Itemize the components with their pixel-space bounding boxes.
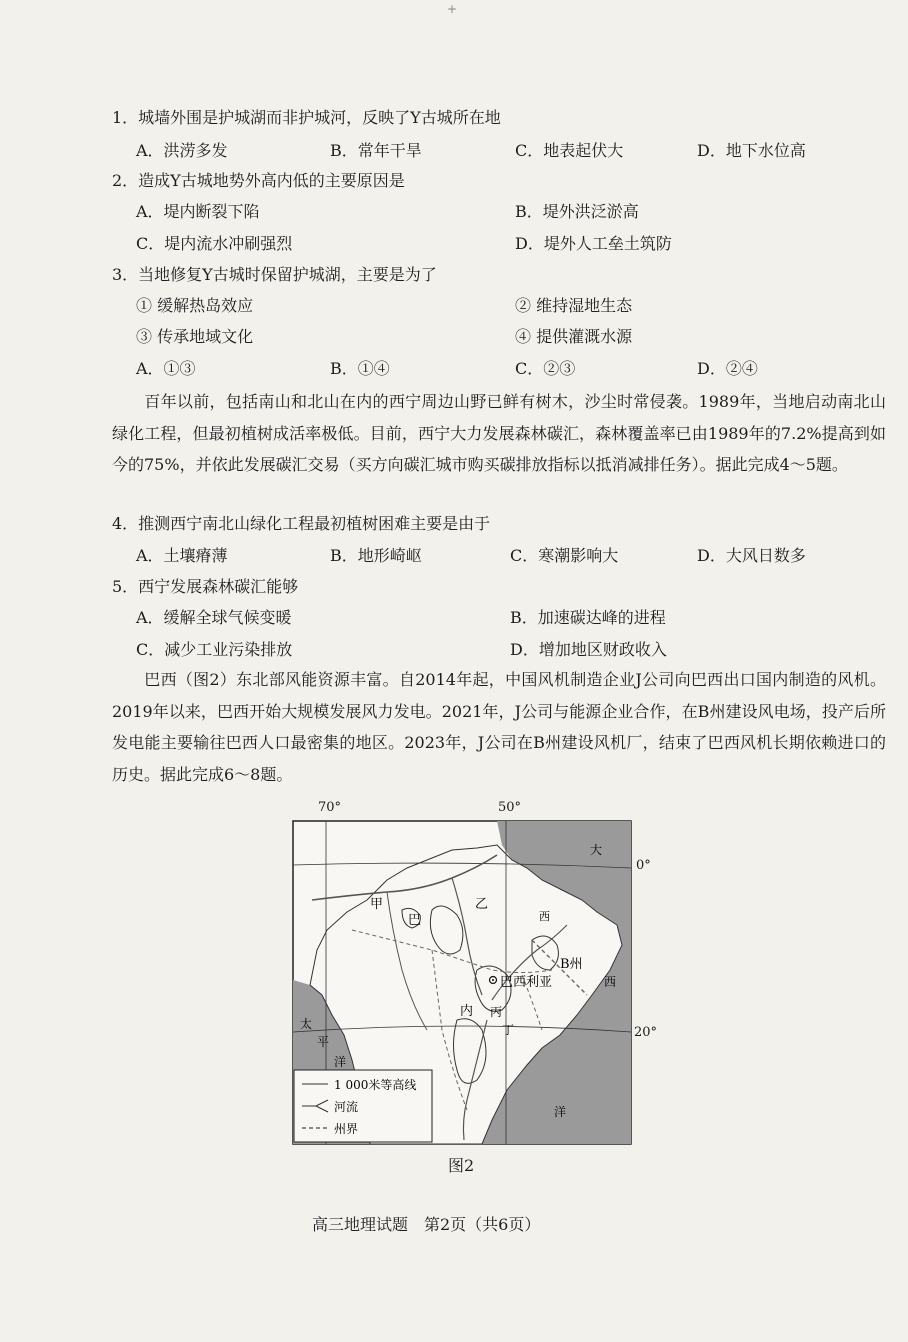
label-ocean-da: 大 xyxy=(590,843,603,857)
question-3-option-c: C．②③ xyxy=(515,359,576,378)
question-4-option-a: A．土壤瘠薄 xyxy=(136,546,228,565)
passage-xining-text: 百年以前，包括南山和北山在内的西宁周边山野已鲜有树木，沙尘时常侵袭。1989年，当地启动南北山绿化工程，但最初植树成活率极低。目前，西宁大力发展森林碳汇，森林覆盖率已由1989年的7.2%提高到如今的75%，并依此发展碳汇交易（买方向碳汇城市购买碳排放指标以抵消减排任务）。据此完成4～5题。 xyxy=(112,392,886,474)
brazil-map-figure xyxy=(292,820,632,1145)
question-5-option-b: B．加速碳达峰的进程 xyxy=(510,608,666,627)
label-ding: 丁 xyxy=(502,1023,515,1037)
label-jia: 甲 xyxy=(370,897,384,912)
question-1-stem: 1．城墙外围是护城湖而非护城河，反映了Y古城所在地 xyxy=(112,108,501,127)
figure-caption: 图2 xyxy=(448,1156,475,1175)
label-ba: 巴 xyxy=(408,913,422,928)
question-5-option-c: C．减少工业污染排放 xyxy=(136,640,293,659)
passage-brazil xyxy=(112,664,886,790)
legend-contour-label: 1 000米等高线 xyxy=(334,1078,417,1092)
question-4-option-c: C．寒潮影响大 xyxy=(510,546,619,565)
label-bing: 丙 xyxy=(490,1005,503,1019)
question-3-option-a: A．①③ xyxy=(136,359,196,378)
question-1-option-d: D．地下水位高 xyxy=(697,141,806,160)
label-ocean-yang: 洋 xyxy=(554,1105,567,1119)
label-brasilia: 巴西利亚 xyxy=(500,975,553,990)
legend-boundary-label: 州界 xyxy=(334,1122,359,1136)
legend-river-label: 河流 xyxy=(334,1100,359,1114)
lon-label-70: 70° xyxy=(318,800,342,815)
lat-label-20: 20° xyxy=(634,1025,658,1040)
question-3-stem: 3．当地修复Y古城时保留护城湖，主要是为了 xyxy=(112,265,437,284)
question-2-option-a: A．堤内断裂下陷 xyxy=(136,202,260,221)
question-1-option-a: A．洪涝多发 xyxy=(136,141,228,160)
question-5-option-d: D．增加地区财政收入 xyxy=(510,640,667,659)
question-1-option-c: C．地表起伏大 xyxy=(515,141,624,160)
label-nei: 内 xyxy=(460,1004,474,1019)
top-binding-mark: + xyxy=(447,2,458,16)
label-b-state: B州 xyxy=(560,957,583,972)
label-yi: 乙 xyxy=(475,897,489,912)
passage-xining xyxy=(112,386,886,481)
question-3-statement-3: ③ 传承地域文化 xyxy=(136,327,254,346)
question-2-stem: 2．造成Y古城地势外高内低的主要原因是 xyxy=(112,171,405,190)
question-4-option-d: D．大风日数多 xyxy=(697,546,806,565)
label-ocean-xi: 西 xyxy=(604,975,617,989)
lat-label-0: 0° xyxy=(636,858,651,873)
question-3-statement-1: ① 缓解热岛效应 xyxy=(136,296,254,315)
question-5-option-a: A．缓解全球气候变暖 xyxy=(136,608,292,627)
question-3-option-d: D．②④ xyxy=(697,359,758,378)
passage-brazil-text: 巴西（图2）东北部风能资源丰富。自2014年起，中国风机制造企业J公司向巴西出口国内制造的风机。2019年以来，巴西开始大规模发展风力发电。2021年，J公司与能源企业合作，在B州建设风电场，投产后所发电能主要输往巴西人口最密集的地区。2023年，J公司在B州建设风机厂，结束了巴西风机长期依赖进口的历史。据此完成6～8题。 xyxy=(112,670,886,784)
label-xi: 西 xyxy=(539,910,550,923)
label-pacific-yang: 洋 xyxy=(334,1055,347,1069)
question-3-statement-2: ② 维持湿地生态 xyxy=(515,296,633,315)
question-2-option-c: C．堤内流水冲刷强烈 xyxy=(136,234,293,253)
question-4-stem: 4．推测西宁南北山绿化工程最初植树困难主要是由于 xyxy=(112,514,491,533)
question-1-option-b: B．常年干旱 xyxy=(330,141,422,160)
label-pacific-tai: 太 xyxy=(300,1017,313,1031)
page-footer: 高三地理试题 第2页（共6页） xyxy=(312,1215,541,1234)
brasilia-marker-dot xyxy=(492,979,494,981)
label-pacific-ping: 平 xyxy=(317,1035,330,1049)
question-2-option-d: D．堤外人工垒土筑防 xyxy=(515,234,672,253)
question-5-stem: 5．西宁发展森林碳汇能够 xyxy=(112,577,299,596)
brazil-map xyxy=(292,820,632,1145)
question-2-option-b: B．堤外洪泛淤高 xyxy=(515,202,639,221)
question-4-option-b: B．地形崎岖 xyxy=(330,546,422,565)
question-3-option-b: B．①④ xyxy=(330,359,390,378)
question-3-statement-4: ④ 提供灌溉水源 xyxy=(515,327,633,346)
lon-label-50: 50° xyxy=(498,800,522,815)
